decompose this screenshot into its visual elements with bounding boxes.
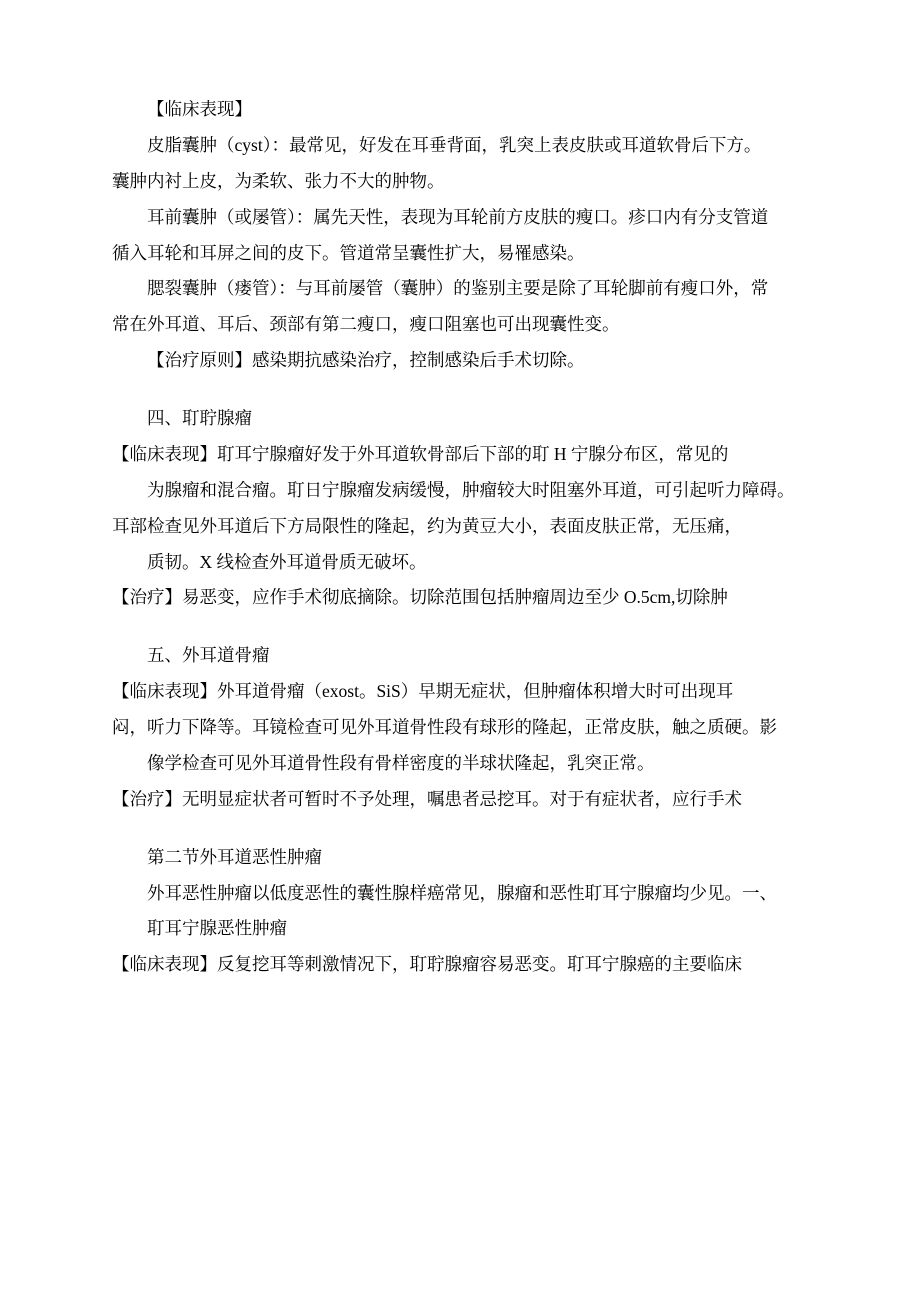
paragraph: 皮脂囊肿（cyst）：最常见，好发在耳垂背面，乳突上表皮肤或耳道软骨后下方。 xyxy=(147,134,762,155)
paragraph: 【治疗原则】感染期抗感染治疗，控制感染后手术切除。 xyxy=(147,350,585,371)
paragraph: 耳前囊肿（或屡管）：属先天性，表现为耳轮前方皮肤的瘦口。疹口内有分支管道 xyxy=(147,206,769,227)
paragraph: 第二节外耳道恶性肿瘤 xyxy=(147,846,322,867)
paragraph: 【临床表现】外耳道骨瘤（exost。SiS）早期无症状，但肿瘤体积增大时可出现耳 xyxy=(112,681,734,702)
paragraph: 耳部检查见外耳道后下方局限性的隆起，约为黄豆大小，表面皮肤正常，无压痛， xyxy=(112,515,742,536)
section-spacer xyxy=(112,616,812,638)
paragraph: 【临床表现】 xyxy=(147,99,252,119)
paragraph: 囊肿内衬上皮，为柔软、张力不大的肿物。 xyxy=(112,170,445,191)
paragraph: 腮裂囊肿（瘘管）：与耳前屡管（囊肿）的鉴别主要是除了耳轮脚前有瘦口外，常 xyxy=(147,278,769,299)
paragraph: 耵耳宁腺恶性肿瘤 xyxy=(147,918,287,939)
paragraph: 质韧。X 线检查外耳道骨质无破坏。 xyxy=(147,551,427,572)
paragraph: 为腺瘤和混合瘤。耵日宁腺瘤发病缓慢，肿瘤较大时阻塞外耳道，可引起听力障碍。 xyxy=(147,479,795,500)
section-spacer xyxy=(112,379,812,401)
paragraph: 【治疗】无明显症状者可暂时不予处理，嘱患者忌挖耳。对于有症状者，应行手术 xyxy=(112,788,742,809)
document-body xyxy=(112,92,812,983)
paragraph: 五、外耳道骨瘤 xyxy=(147,645,270,666)
section-spacer xyxy=(112,818,812,840)
paragraph: 循入耳轮和耳屏之间的皮下。管道常呈囊性扩大，易罹感染。 xyxy=(112,242,585,263)
section-heading: 外耳恶性肿瘤以低度恶性的囊性腺样癌常见，腺瘤和恶性耵耳宁腺瘤均少见。一、 xyxy=(147,882,777,903)
paragraph: 【临床表现】反复挖耳等刺激情况下，耵聍腺瘤容易恶变。耵耳宁腺癌的主要临床 xyxy=(112,954,742,975)
paragraph: 【治疗】易恶变，应作手术彻底摘除。切除范围包括肿瘤周边至少 O.5cm,切除肿 xyxy=(112,587,728,608)
paragraph: 像学检查可见外耳道骨性段有骨样密度的半球状隆起，乳突正常。 xyxy=(147,752,655,773)
paragraph: 常在外耳道、耳后、颈部有第二瘦口，瘦口阻塞也可出现囊性变。 xyxy=(112,314,620,335)
paragraph: 四、耵聍腺瘤 xyxy=(147,408,252,428)
paragraph: 【临床表现】耵耳宁腺瘤好发于外耳道软骨部后下部的耵 H 宁腺分布区，常见的 xyxy=(112,443,729,464)
paragraph: 闷，听力下降等。耳镜检查可见外耳道骨性段有球形的隆起，正常皮肤，触之质硬。影 xyxy=(112,717,777,737)
